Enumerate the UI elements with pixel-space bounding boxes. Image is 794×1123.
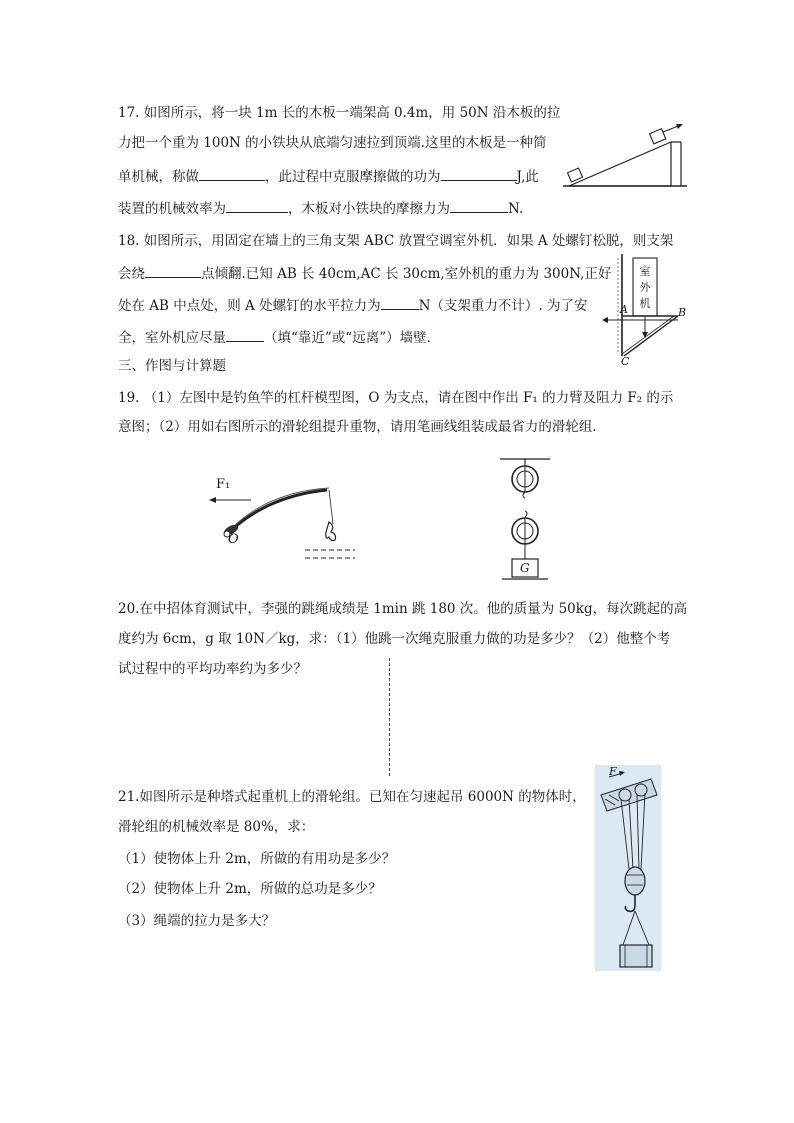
iron-block-bottom	[568, 168, 583, 182]
fishing-line	[329, 490, 333, 524]
section-3-heading: 三、作图与计算题	[118, 358, 226, 374]
label-a: A	[620, 303, 628, 316]
q18-line-2	[118, 263, 611, 283]
q17-line-3-text-c: J,此	[516, 169, 539, 185]
q18-blank-pivot[interactable]	[145, 263, 201, 278]
q17-line-3-text-a: 单机械，称做	[118, 169, 199, 185]
rod-curve	[225, 490, 327, 536]
q18-line-3-text-a: 处在 AB 中点处，则 A 处螺钉的水平拉力为	[118, 298, 381, 314]
q17-blank-efficiency[interactable]	[226, 198, 288, 213]
label-c: C	[621, 355, 630, 368]
q18-line-4-text-a: 全，室外机应尽量	[118, 330, 226, 346]
fish-icon	[326, 522, 336, 541]
q17-line-3-text-b: ，此过程中克服摩擦做的功为	[265, 169, 441, 185]
q21-sub-1: （1）使物体上升 2m，所做的有用功是多少？	[118, 851, 396, 867]
q18-line-4	[118, 327, 440, 347]
q20-line-1: 20.在中招体育测试中，李强的跳绳成绩是 1min 跳 180 次。他的质量为 50kg，每次跳起的高	[118, 601, 688, 617]
label-g: G	[520, 561, 530, 575]
label-o: O	[228, 532, 239, 547]
outdoor-unit-label: 室外机	[639, 265, 651, 310]
bracket-bc	[624, 316, 678, 356]
pulley-system-figure	[500, 455, 550, 583]
q17-line-4-text-a: 装置的机械效率为	[118, 201, 226, 217]
q17-blank-friction-work[interactable]	[441, 166, 517, 181]
q18-line-2-text-b: 点倾翻.已知 AB 长 40cm,AC 长 30cm,室外机的重力为 300N,正好	[201, 266, 612, 282]
label-b: B	[678, 306, 687, 319]
crane-pulley-figure	[595, 765, 661, 971]
q17-line-3	[118, 166, 539, 186]
q17-line-4	[118, 198, 523, 218]
q20-line-3: 试过程中的平均功率约为多少？	[118, 661, 307, 677]
q19-line-2: 意图；（2）用如右图所示的滑轮组提升重物，请用笔画线组装成最省力的滑轮组．	[118, 419, 606, 435]
hook-icon	[625, 895, 635, 911]
q18-line-2-text-a: 会绕	[118, 266, 145, 282]
label-f: F	[609, 765, 617, 778]
q21-sub-2: （2）使物体上升 2m，所做的总功是多少？	[118, 881, 382, 897]
q17-blank-friction-force[interactable]	[450, 198, 508, 213]
q17-blank-machine-name[interactable]	[199, 166, 265, 181]
q20-line-2: 度约为 6cm，g 取 10N／kg，求：（1）他跳一次绳克服重力做的功是多少？（2）他整个考	[118, 631, 671, 647]
q17-line-1: 17. 如图所示，将一块 1m 长的木板一端架高 0.4m，用 50N 沿木板的拉	[118, 105, 561, 121]
q17-line-4-text-c: N.	[508, 201, 524, 217]
q21-line-1: 21.如图所示是种塔式起重机上的滑轮组。已知在匀速起吊 6000N 的物体时，	[118, 789, 586, 805]
inclined-plane-figure	[563, 120, 688, 192]
q18-blank-pull-force[interactable]	[381, 295, 419, 310]
q21-sub-3: （3）绳端的拉力是多大？	[118, 913, 276, 929]
q19-line-1: 19. （1）左图中是钓鱼竿的杠杆模型图，O 为支点，请在图中作出 F₁ 的力臂及阻力 F₂ 的示	[118, 390, 674, 406]
q17-line-4-text-b: ，木板对小铁块的摩擦力为	[288, 201, 450, 217]
ramp-triangle	[569, 142, 671, 186]
dashed-separator	[389, 658, 390, 776]
iron-block-top	[650, 129, 666, 144]
q17-line-2: 力把一个重为 100N 的小铁块从底端匀速拉到顶端.这里的木板是一种简	[118, 135, 547, 151]
wall-bracket-figure	[600, 254, 690, 368]
label-f1: F₁	[216, 477, 231, 492]
fishing-rod-figure	[205, 470, 365, 575]
hook-block	[625, 867, 645, 895]
q18-line-1: 18. 如图所示，用固定在墙上的三角支架 ABC 放置空调室外机．如果 A 处螺钉松脱，则支架	[118, 233, 674, 249]
q18-line-4-text-b: （填“靠近”或“远离”）墙壁．	[264, 330, 441, 346]
q21-line-2: 滑轮组的机械效率是 80%，求：	[118, 819, 315, 835]
q18-line-3	[118, 295, 588, 315]
q18-line-3-text-b: N（支架重力不计）. 为了安	[418, 298, 588, 314]
q18-blank-position[interactable]	[226, 327, 264, 342]
